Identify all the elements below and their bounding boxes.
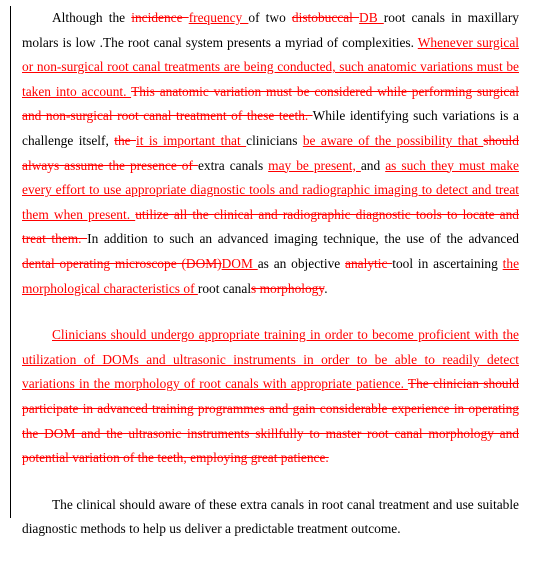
- body-text: While identifying such variations is a challenge itself,: [22, 108, 519, 148]
- deleted-text: utilize all the clinical and radiographic diagnostic tools to locate and treat them.: [22, 206, 520, 247]
- deleted-text: analytic: [345, 255, 393, 271]
- document-body: [22, 6, 519, 542]
- inserted-text: as such they must make every effort to use appropriate diagnostic tools and radiographic imaging to detect and treat them when present.: [22, 157, 519, 222]
- deleted-text: should always assume the presence of: [22, 132, 519, 173]
- inserted-text: frequency: [188, 10, 249, 25]
- deleted-text: The clinician should participate in advanced training programmes and gain considerable experience in operating the DOM and the ultrasonic instruments skillfully to master root canal morphology and potential variation of the teeth, employing great patience.: [22, 376, 519, 466]
- body-text: root canal: [197, 280, 252, 296]
- deleted-text: dental operating microscope (DOM): [22, 255, 222, 271]
- inserted-text: DOM: [221, 255, 258, 271]
- inserted-text: Clinicians should undergo appropriate training in order to become proficient with the utilization of DOMs and ultrasonic instruments in order to be able to readily detect variations in the morphology of root canals with appropriate patience.: [22, 327, 519, 392]
- body-text: root canals in maxillary molars is low .The root canal system presents a myriad of complexities.: [22, 10, 519, 50]
- body-text: The clinical should aware of these extra canals in root canal treatment and use suitable diagnostic methods to help us deliver a predictable treatment outcome.: [22, 496, 519, 537]
- inserted-text: Whenever surgical or non-surgical root canal treatments are being conducted, such anatomic variations must be taken into account.: [22, 34, 519, 99]
- inserted-text: may be present,: [268, 157, 361, 173]
- deleted-text: distobuccal: [291, 10, 360, 25]
- inserted-text: the morphological characteristics of: [22, 255, 520, 296]
- body-text: of two: [248, 10, 292, 25]
- revision-change-bar: [10, 6, 11, 518]
- body-text: Although the: [52, 10, 132, 25]
- inserted-text: be aware of the possibility that: [302, 132, 484, 148]
- inserted-text: it is important that: [136, 132, 247, 148]
- paragraph-conclusion: [22, 493, 519, 542]
- body-text: tool in ascertaining: [392, 255, 503, 271]
- body-text: In addition to such an advanced imaging technique, the use of the advanced: [87, 231, 519, 247]
- deleted-text: s morphology: [251, 280, 325, 296]
- body-text: extra canals: [197, 157, 269, 173]
- deleted-text: the: [114, 132, 136, 148]
- body-text: clinicians: [246, 132, 303, 148]
- paragraph-clinician-training: [22, 323, 519, 471]
- deleted-text: incidence: [131, 10, 189, 25]
- inserted-text: DB: [359, 10, 384, 25]
- body-text: as an objective: [257, 255, 346, 271]
- body-text: and: [360, 157, 386, 173]
- paragraph-root-canal-variations: [22, 6, 519, 301]
- deleted-text: This anatomic variation must be considered while performing surgical and non-surgical root canal treatment of these teeth.: [22, 83, 519, 124]
- body-text: .: [324, 280, 328, 296]
